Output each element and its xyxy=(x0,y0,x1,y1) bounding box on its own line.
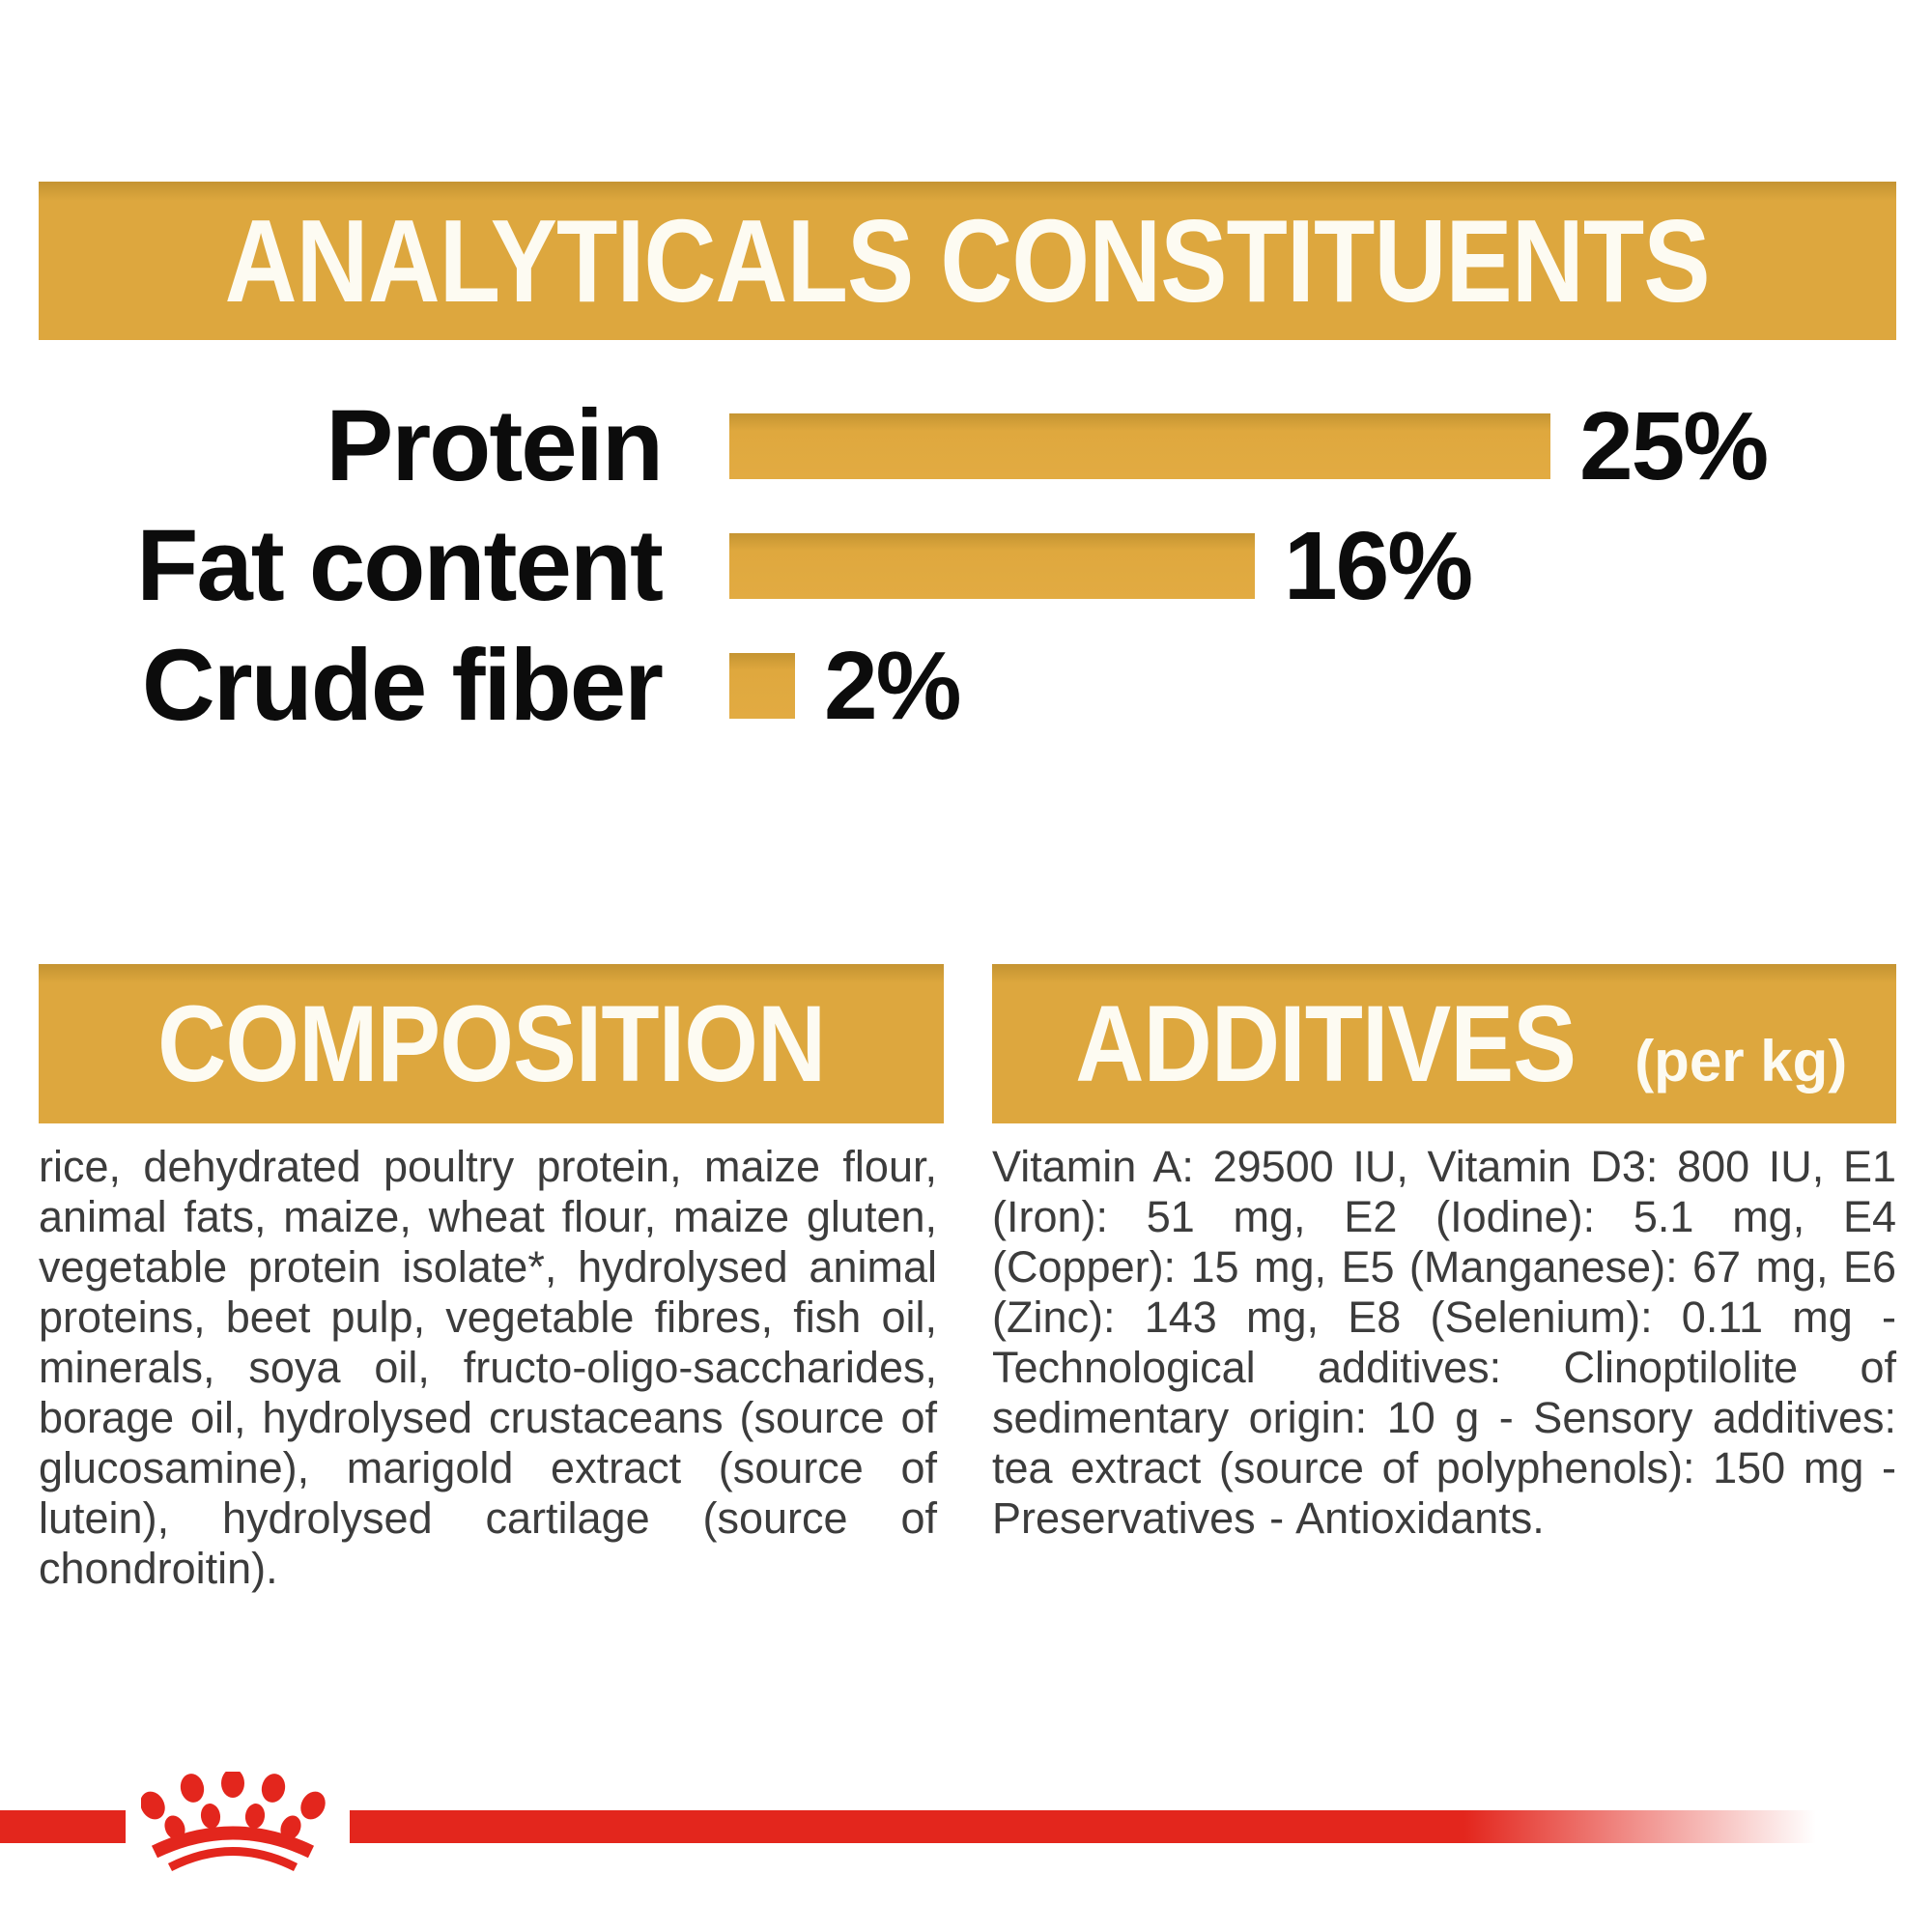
royal-canin-crown-icon xyxy=(141,1772,334,1873)
chart-row xyxy=(0,629,1932,742)
additives-banner xyxy=(992,964,1896,1123)
footer-red-band-left xyxy=(0,1810,126,1843)
footer-red-band-right xyxy=(350,1810,1816,1843)
composition-text: rice, dehydrated poultry protein, maize flour, animal fats, maize, wheat flour, maize gluten, vegetable protein isolate*, hydrolysed animal proteins, beet pulp, vegetable fibres, fish oil, minerals, soya oil, fructo-oligo-saccharides, borage oil, hydrolysed crustaceans (source of glucosamine), marigold extract (source of lutein), hydrolysed cartilage (source of chondroitin). xyxy=(39,1142,937,1593)
composition-banner xyxy=(39,964,944,1123)
analytical-constituents-banner xyxy=(39,182,1896,340)
chart-category-label: Protein xyxy=(326,389,662,502)
chart-row xyxy=(0,509,1932,622)
chart-value-label: 25% xyxy=(1579,391,1768,500)
chart-bar xyxy=(729,413,1550,479)
chart-bar xyxy=(729,653,795,719)
composition-title: COMPOSITION xyxy=(156,983,826,1104)
additives-title: ADDITIVES xyxy=(1075,983,1576,1104)
chart-bar xyxy=(729,533,1255,599)
chart-category-label: Crude fiber xyxy=(141,629,662,742)
additives-text: Vitamin A: 29500 IU, Vitamin D3: 800 IU, E1 (Iron): 51 mg, E2 (Iodine): 5.1 mg, E4 (Copper): 15 mg, E5 (Manganese): 67 mg, E6 (Zinc): 143 mg, E8 (Selenium): 0.11 mg - Technological additives: Clinoptilolite of sedimentary origin: 10 g - Sensory additives: tea extract (source of polyphenols): 150 mg - Preservatives - Antioxidants. xyxy=(992,1142,1896,1543)
chart-row xyxy=(0,389,1932,502)
analytical-constituents-title: ANALYTICALS CONSTITUENTS xyxy=(224,195,1711,327)
chart-value-label: 2% xyxy=(824,631,960,740)
chart-category-label: Fat content xyxy=(136,509,662,622)
chart-value-label: 16% xyxy=(1284,511,1472,620)
additives-per-kg-label: (per kg) xyxy=(1634,1029,1848,1094)
